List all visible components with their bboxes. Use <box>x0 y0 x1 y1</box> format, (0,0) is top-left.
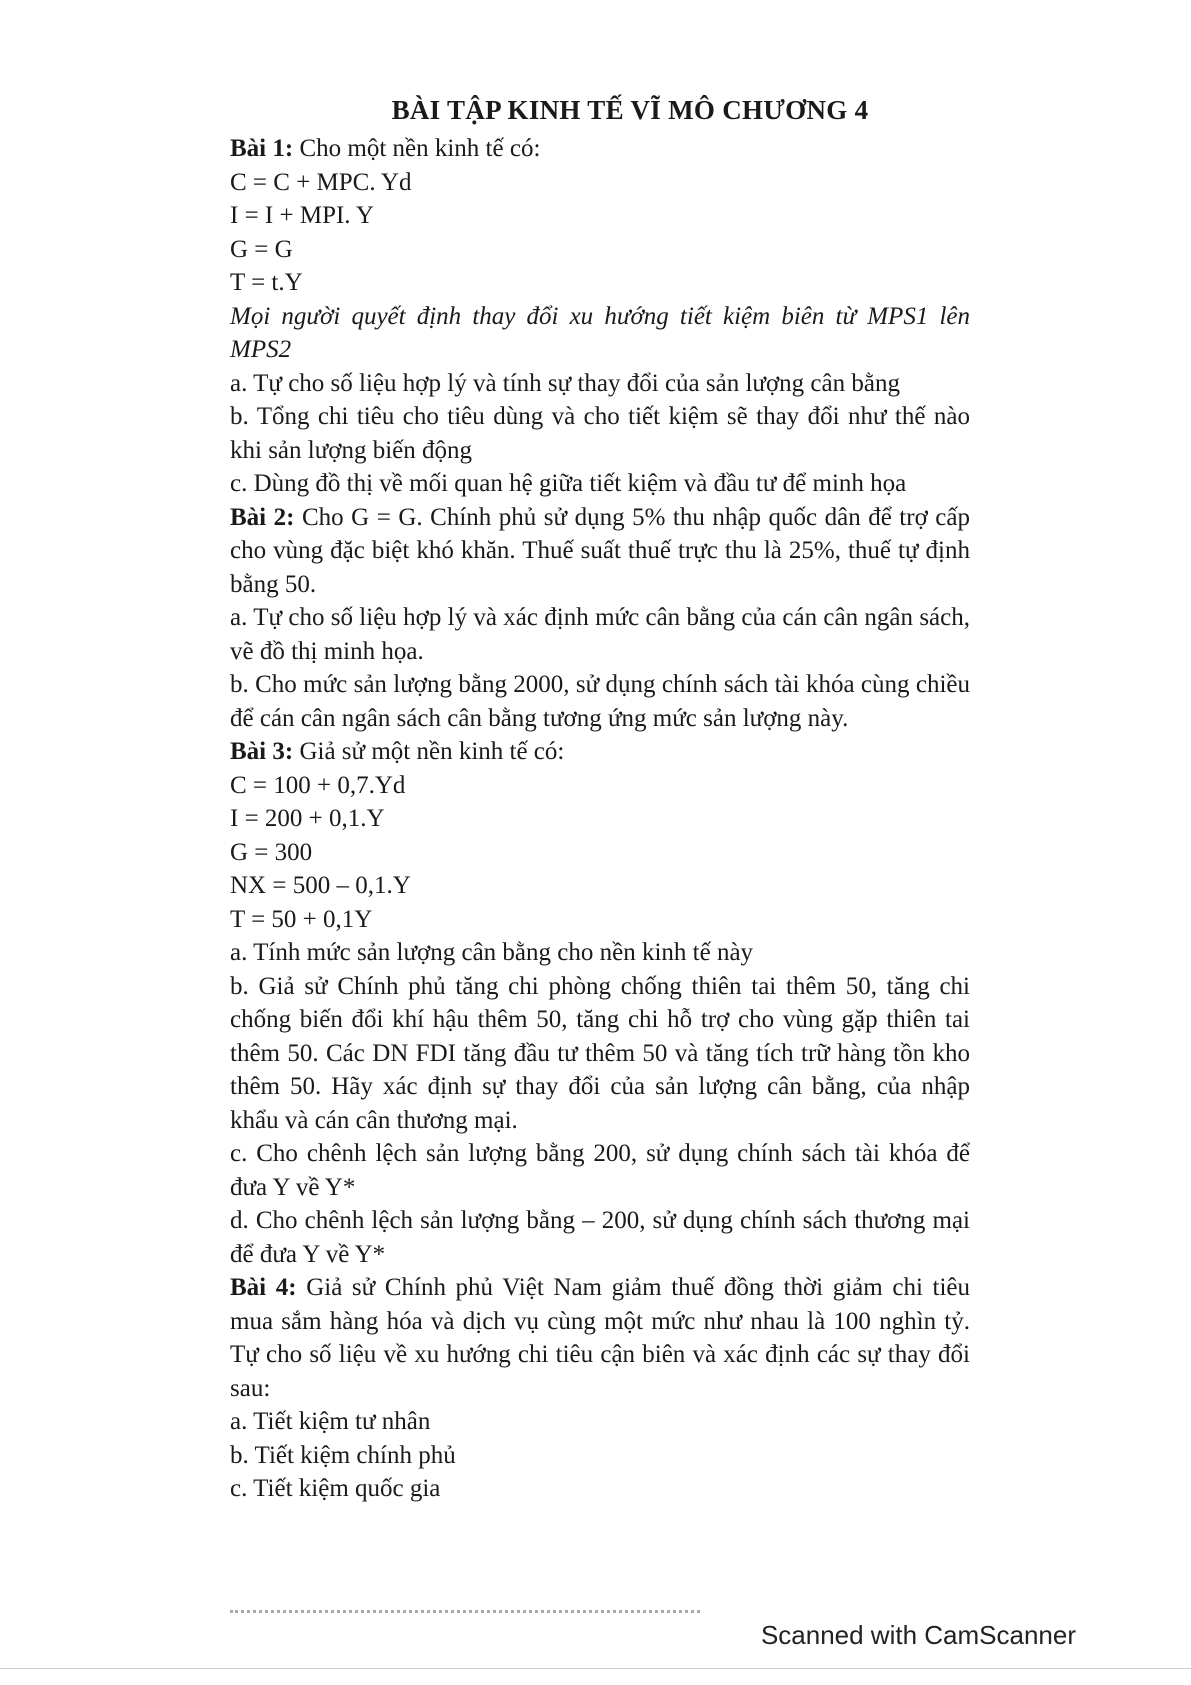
bai3-question-b: b. Giả sử Chính phủ tăng chi phòng chống thiên tai thêm 50, tăng chi chống biến đổi khí hậu thêm 50, tăng chi hỗ trợ cho vùng gặp thiên tai thêm 50. Các DN FDI tăng đầu tư thêm 50 và tăng tích trữ hàng tồn kho thêm 50. Hãy xác định sự thay đổi của sản lượng cân bằng, của nhập khẩu và cán cân thương mại. <box>230 972 970 1134</box>
bai4-question-c: c. Tiết kiệm quốc gia <box>230 1475 441 1502</box>
bai1-eq-investment: I = I + MPI. Y <box>230 202 374 229</box>
bai3-question-a: a. Tính mức sản lượng cân bằng cho nền kinh tế này <box>230 939 754 966</box>
bai1-label: Bài 1: <box>230 135 294 162</box>
bai3-question-d: d. Cho chênh lệch sản lượng bằng – 200, sử dụng chính sách thương mại để đưa Y về Y* <box>230 1207 970 1268</box>
bai3-heading <box>230 735 970 769</box>
bai4-heading <box>230 1271 970 1405</box>
bai1-eq-government: G = G <box>230 235 293 263</box>
bai4-label: Bài 4: <box>230 1274 297 1301</box>
cut-off-text-line <box>230 1610 700 1617</box>
bai2-question-a: a. Tự cho số liệu hợp lý và xác định mức cân bằng của cán cân ngân sách, vẽ đồ thị minh họa. <box>230 604 970 665</box>
bai1-eq-tax: T = t.Y <box>230 269 303 296</box>
document-body <box>230 95 970 1506</box>
bai1-question-b: b. Tổng chi tiêu cho tiêu dùng và cho tiết kiệm sẽ thay đổi như thế nào khi sản lượng biến động <box>230 403 970 464</box>
bai3-eq-net-exports: NX = 500 – 0,1.Y <box>230 872 411 899</box>
bai1-question-c: c. Dùng đồ thị về mối quan hệ giữa tiết kiệm và đầu tư để minh họa <box>230 470 907 497</box>
bai3-eq-tax: T = 50 + 0,1Y <box>230 905 373 933</box>
bai1-heading <box>230 132 970 166</box>
bai2-label: Bài 2: <box>230 503 295 531</box>
bai2-question-b: b. Cho mức sản lượng bằng 2000, sử dụng chính sách tài khóa cùng chiều để cán cân ngân sách cân bằng tương ứng mức sản lượng này. <box>230 671 970 732</box>
bai4-question-a: a. Tiết kiệm tư nhân <box>230 1408 431 1435</box>
bai4-intro: Giả sử Chính phủ Việt Nam giảm thuế đồng thời giảm chi tiêu mua sắm hàng hóa và dịch vụ cùng một mức như nhau là 100 nghìn tỷ. Tự cho số liệu về xu hướng chi tiêu cận biên và xác định các sự thay đổi sau: <box>230 1274 970 1402</box>
bai1-note: Mọi người quyết định thay đổi xu hướng tiết kiệm biên từ MPS1 lên MPS2 <box>230 302 970 363</box>
bai4-question-b: b. Tiết kiệm chính phủ <box>230 1441 456 1469</box>
bai3-label: Bài 3: <box>230 738 294 765</box>
bai3-eq-government: G = 300 <box>230 838 313 866</box>
bai1-question-a: a. Tự cho số liệu hợp lý và tính sự thay đổi của sản lượng cân bằng <box>230 369 900 397</box>
page-title: BÀI TẬP KINH TẾ VĨ MÔ CHƯƠNG 4 <box>391 95 869 125</box>
scanner-watermark: Scanned with CamScanner <box>760 1620 1076 1650</box>
bai1-eq-consumption: C = C + MPC. Yd <box>230 168 412 196</box>
bai2-intro: Cho G = G. Chính phủ sử dụng 5% thu nhập quốc dân để trợ cấp cho vùng đặc biệt khó khăn. Thuế suất thuế trực thu là 25%, thuế tự định bằng 50. <box>230 503 971 598</box>
bai3-intro: Giả sử một nền kinh tế có: <box>293 738 565 765</box>
bai3-eq-consumption: C = 100 + 0,7.Yd <box>230 771 406 799</box>
bai3-question-c: c. Cho chênh lệch sản lượng bằng 200, sử dụng chính sách tài khóa để đưa Y về Y* <box>230 1140 970 1201</box>
page-bottom-divider <box>0 1668 1191 1669</box>
bai3-eq-investment: I = 200 + 0,1.Y <box>230 805 385 832</box>
bai2-heading <box>230 501 970 602</box>
bai1-intro: Cho một nền kinh tế có: <box>293 135 541 162</box>
